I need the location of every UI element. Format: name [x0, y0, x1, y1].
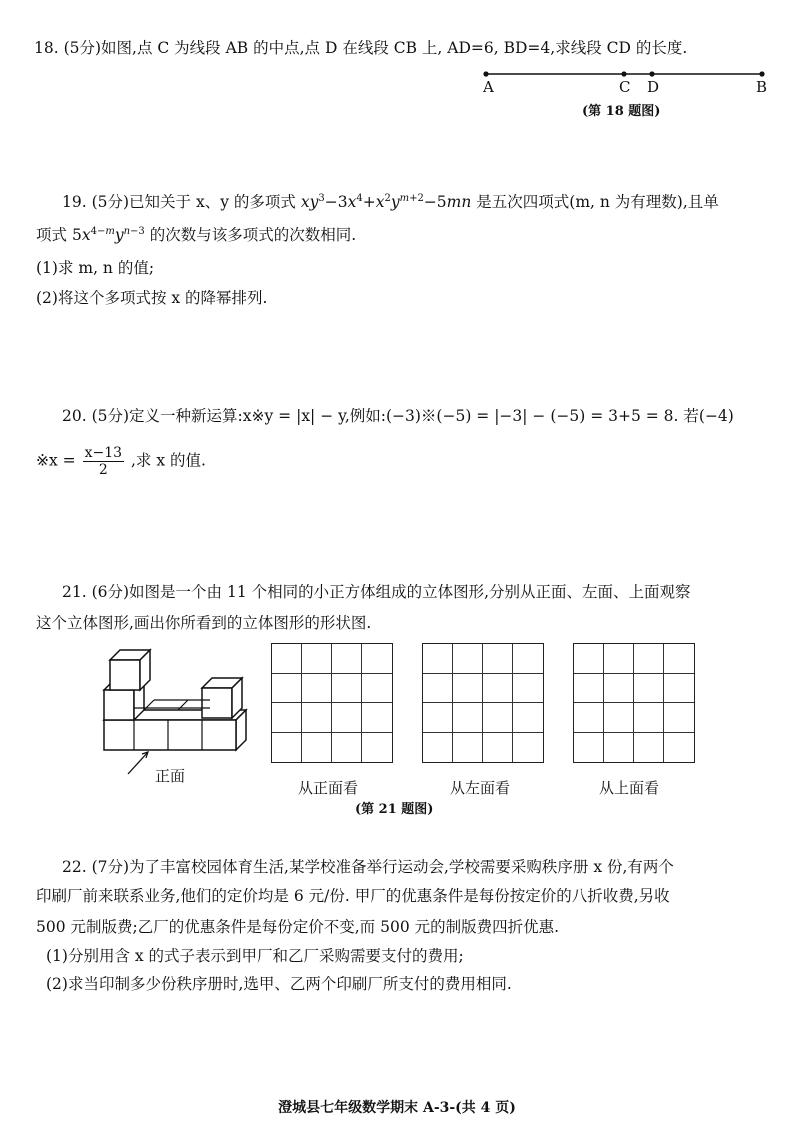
front-label: 正面	[155, 767, 186, 785]
question-22-line-3: 500 元制版费;乙厂的优惠条件是每份定价不变,而 500 元的制版费四折优惠.	[36, 918, 560, 936]
label-b: B	[756, 78, 768, 96]
q19-monomial: $5x^{4-m}y^{n-3}$	[71, 226, 145, 244]
question-22-line-1: 22. (7分)为了丰富校园体育生活,某学校准备举行运动会,学校需要采购秩序册 x 份,有两个	[62, 858, 674, 876]
question-19-line-2	[36, 225, 356, 245]
point-d	[649, 71, 654, 76]
top-view-label: 从上面看	[599, 779, 660, 797]
q20-example: ,例如:(−3)※(−5) = |−3| − (−5) = 3+5 = 8. 若(−4)	[344, 407, 734, 425]
cube-solid-figure	[100, 642, 260, 782]
question-21-line-1: 21. (6分)如图是一个由 11 个相同的小正方体组成的立体图形,分别从正面、左面、上面观察	[62, 583, 691, 601]
fraction-numerator: x−13	[84, 445, 123, 461]
label-a: A	[483, 78, 494, 96]
grid-left-view[interactable]	[422, 643, 544, 763]
fraction-denominator: 2	[98, 462, 108, 478]
question-20-line-2	[36, 445, 206, 478]
point-a	[483, 71, 488, 76]
figure-21-caption: (第 21 题图)	[355, 802, 434, 817]
left-view-label: 从左面看	[450, 779, 511, 797]
question-18-text: 18. (5分)如图,点 C 为线段 AB 的中点,点 D 在线段 CB 上, AD=6, BD=4,求线段 CD 的长度.	[34, 39, 688, 57]
q19-line2-start: 项式	[36, 226, 68, 244]
q19-head: 19. (5分)已知关于 x、y 的多项式	[62, 193, 296, 211]
q20-line2-end: ,求 x 的值.	[130, 451, 206, 470]
q20-fraction	[83, 445, 124, 478]
grid-front-view[interactable]	[271, 643, 393, 763]
question-19-line-1	[62, 192, 719, 212]
front-view-label: 从正面看	[298, 779, 359, 797]
point-b	[759, 71, 764, 76]
question-22-line-2: 印刷厂前来联系业务,他们的定价均是 6 元/份. 甲厂的优惠条件是每份按定价的八折收费,另收	[36, 887, 670, 905]
question-20-line-1	[62, 406, 734, 426]
question-22-part-2: (2)求当印制多少份秩序册时,选甲、乙两个印刷厂所支付的费用相同.	[46, 975, 512, 993]
point-c	[621, 71, 626, 76]
q19-line2-end: 的次数与该多项式的次数相同.	[149, 226, 357, 244]
page-footer: 澄城县七年级数学期末 A-3-(共 4 页)	[278, 1100, 516, 1116]
q20-line2-start: ※x =	[36, 451, 76, 470]
question-21-line-2: 这个立体图形,画出你所看到的立体图形的形状图.	[36, 614, 372, 632]
q19-polynomial: $xy^3-3x^4+x^2y^{m+2}-5mn$	[300, 193, 472, 211]
q20-definition: x※y = |x| − y	[242, 407, 345, 425]
question-19-part-1: (1)求 m, n 的值;	[36, 259, 155, 277]
q20-head: 20. (5分)定义一种新运算:	[62, 407, 243, 425]
figure-18-caption: (第 18 题图)	[582, 104, 661, 119]
grid-top-view[interactable]	[573, 643, 695, 763]
label-c: C	[619, 78, 631, 96]
question-22-part-1: (1)分别用含 x 的式子表示到甲厂和乙厂采购需要支付的费用;	[46, 947, 464, 965]
q19-tail: 是五次四项式(m, n 为有理数),且单	[476, 193, 719, 211]
label-d: D	[647, 78, 660, 96]
question-19-part-2: (2)将这个多项式按 x 的降幂排列.	[36, 289, 268, 307]
